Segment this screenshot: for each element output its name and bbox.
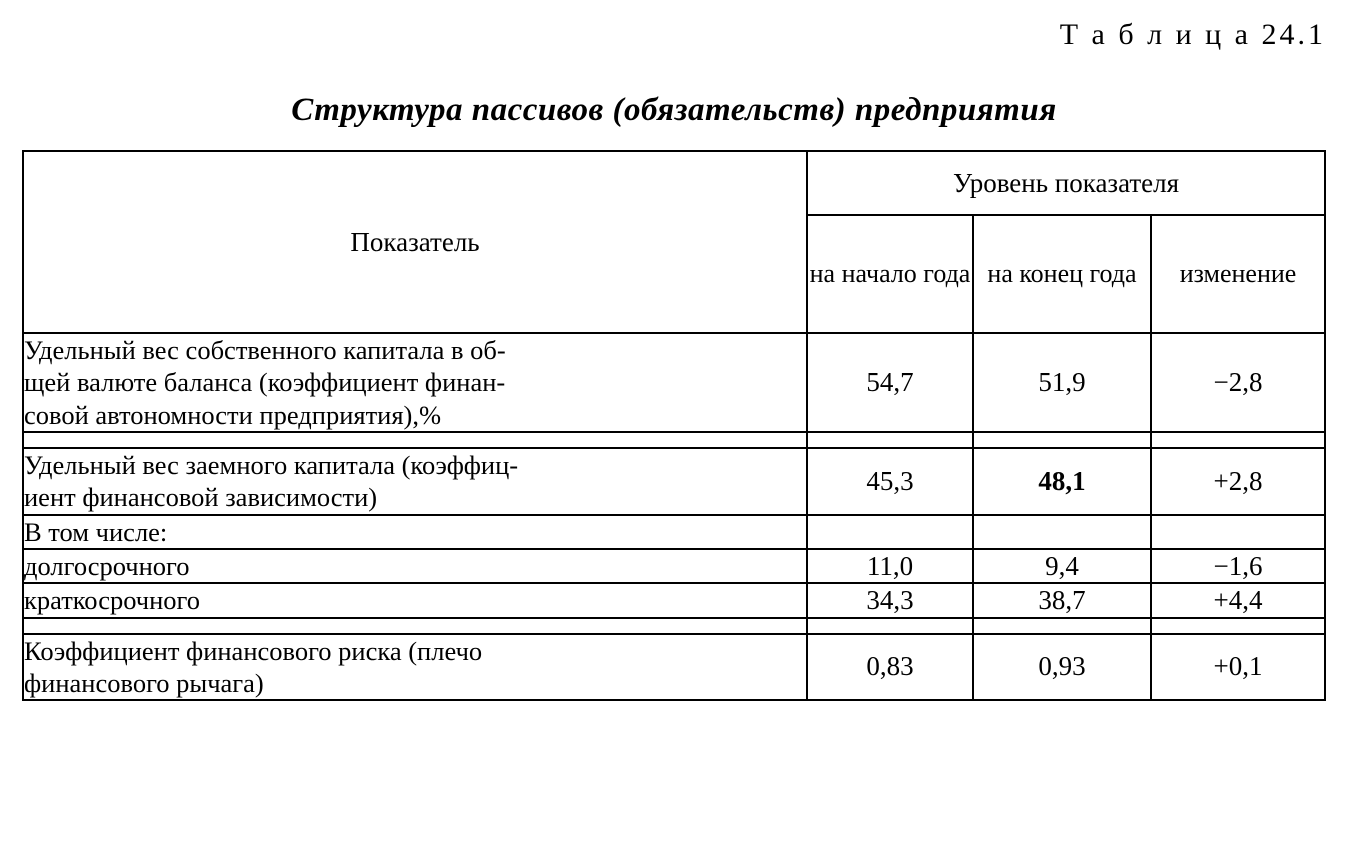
table-row [23,583,1325,617]
spacer-cell [1151,618,1325,634]
row-label-line: Коэффициент финансового риска (плечо [24,635,483,666]
spacer-cell [1151,432,1325,448]
row-label-line: иент финансовой зависимости) [24,482,378,513]
row-label [23,333,807,432]
row-label [23,549,807,583]
cell-change [1151,515,1325,549]
row-label-line: финансового рычага) [24,667,264,698]
row-label [23,583,807,617]
page-title: Структура пассивов (обязательств) предприятия [291,92,1057,128]
row-label [23,448,807,515]
column-header-level-group: Уровень показателя [807,151,1325,215]
row-label-line: долгосрочного [24,550,190,581]
cell-start-of-year: 0,83 [807,634,973,701]
cell-change: −1,6 [1151,549,1325,583]
spacer-cell [973,618,1151,634]
column-header-change: изменение [1151,215,1325,333]
cell-change: +0,1 [1151,634,1325,701]
row-label-line: краткосрочного [24,585,201,616]
table-row [23,549,1325,583]
row-label-line: Удельный вес заемного капитала (коэффиц- [24,449,519,480]
table-container [22,150,1324,701]
cell-change: −2,8 [1151,333,1325,432]
spacer-cell [23,432,807,448]
cell-start-of-year: 11,0 [807,549,973,583]
row-label-line: совой автономности предприятия),% [24,399,442,430]
row-label-line: Удельный вес собственного капитала в об- [24,335,506,365]
column-header-end-of-year: на конец года [973,215,1151,333]
spacer-cell [23,618,807,634]
cell-end-of-year: 48,1 [973,448,1151,515]
table-number-caption: Т а б л и ц а 24.1 [1059,18,1326,51]
cell-start-of-year [807,515,973,549]
table-row [23,448,1325,515]
cell-start-of-year: 54,7 [807,333,973,432]
column-header-indicator: Показатель [23,151,807,333]
cell-change: +2,8 [1151,448,1325,515]
row-label [23,634,807,701]
spacer-cell [973,432,1151,448]
cell-end-of-year: 0,93 [973,634,1151,701]
table-row [23,333,1325,432]
liabilities-structure-table [22,150,1326,701]
spacer-cell [807,618,973,634]
spacer-cell [807,432,973,448]
cell-end-of-year [973,515,1151,549]
cell-change: +4,4 [1151,583,1325,617]
table-row [23,515,1325,549]
row-label-line: щей валюте баланса (коэффициент финан- [24,367,506,398]
table-row [23,634,1325,701]
header-row-top [23,151,1325,215]
table-spacer-row [23,618,1325,634]
cell-end-of-year: 9,4 [973,549,1151,583]
table-body [23,333,1325,700]
table-header [23,151,1325,333]
cell-start-of-year: 34,3 [807,583,973,617]
column-header-start-of-year: на начало года [807,215,973,333]
cell-start-of-year: 45,3 [807,448,973,515]
cell-end-of-year: 51,9 [973,333,1151,432]
row-label-line: В том числе: [24,516,168,547]
row-label [23,515,807,549]
cell-end-of-year: 38,7 [973,583,1151,617]
table-spacer-row [23,432,1325,448]
